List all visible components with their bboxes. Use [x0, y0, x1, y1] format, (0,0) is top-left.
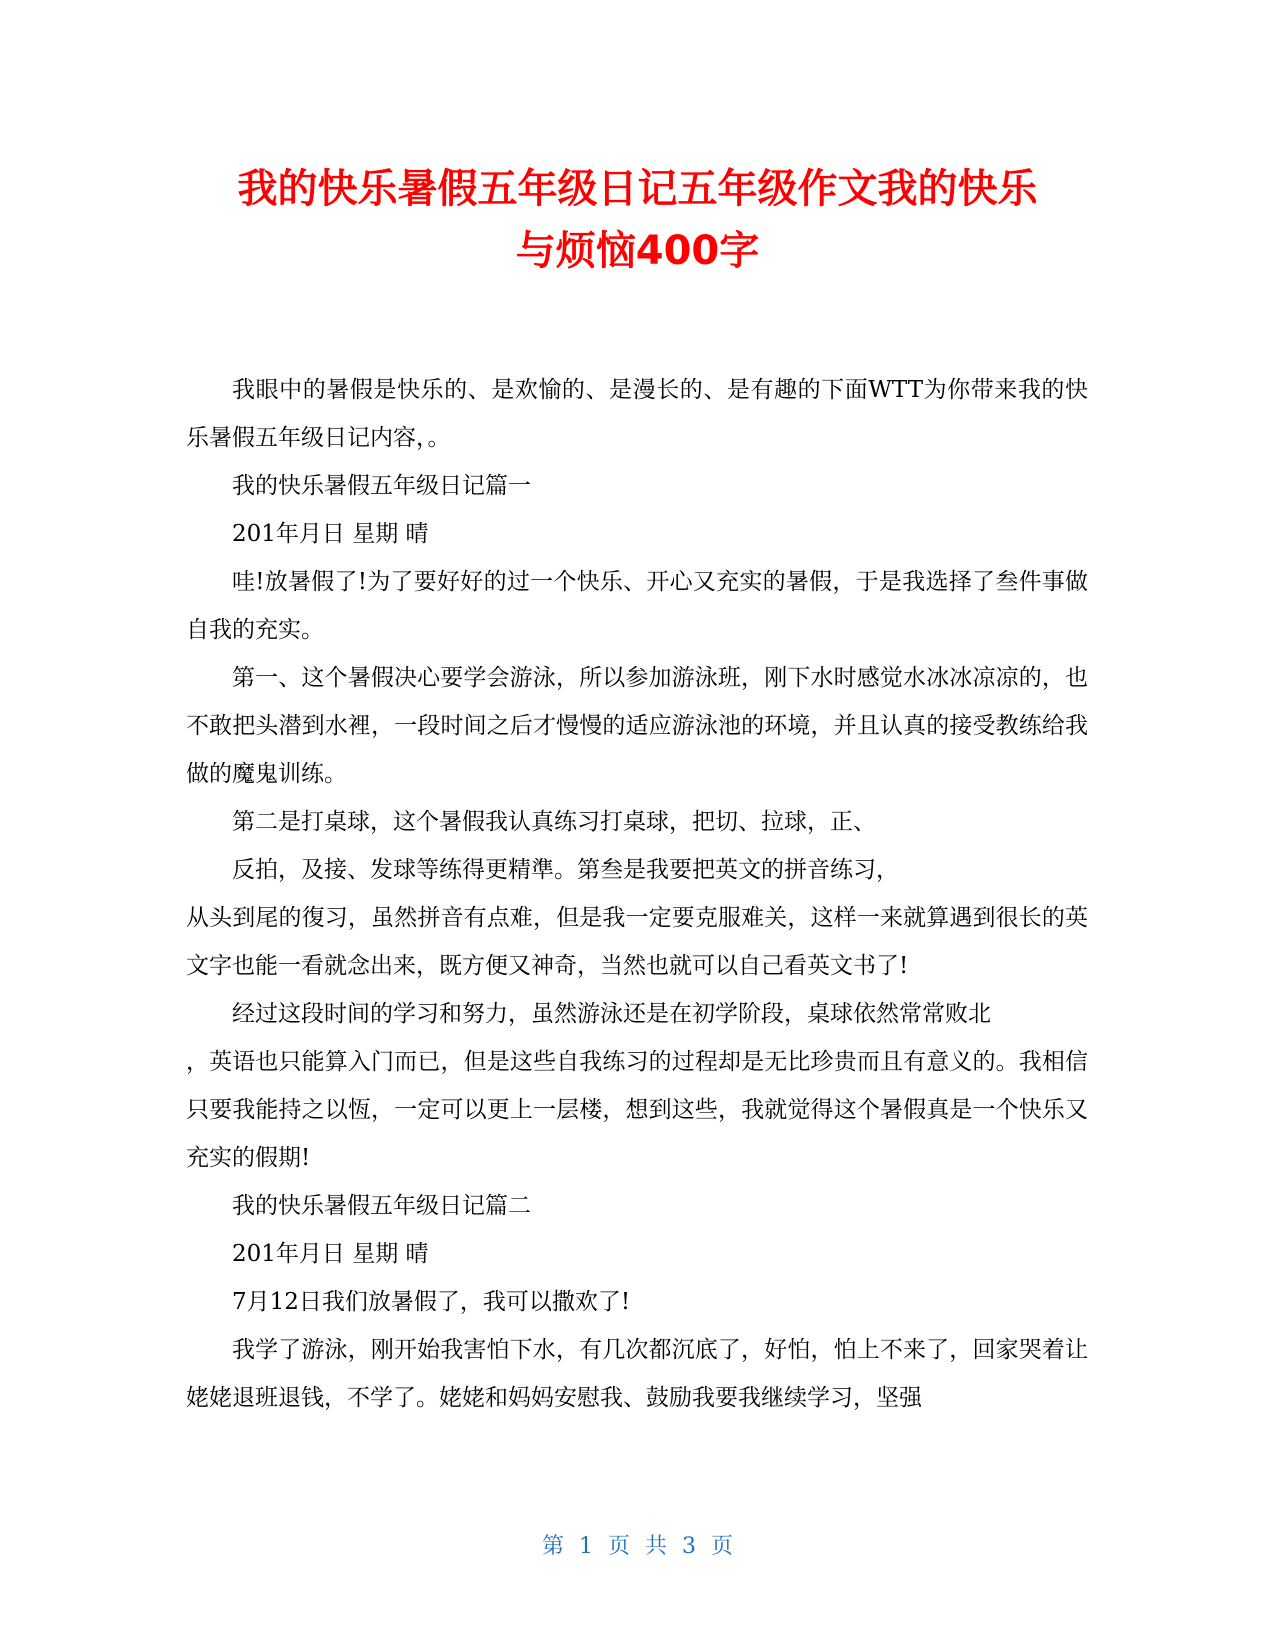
document-title — [160, 158, 1115, 282]
title-line-1: 我的快乐暑假五年级日记五年级作文我的快乐 — [237, 166, 1038, 212]
paragraph: 经过这段时间的学习和努力，虽然游泳还是在初学阶段，桌球依然常常败北 — [232, 1001, 991, 1027]
title-line-2: 与烦恼400字 — [515, 228, 760, 274]
paragraph-intro: 我眼中的暑假是快乐的、是欢愉的、是漫长的、是有趣的下面WTT为你带来我的快乐暑假五年级日记内容，。 — [186, 377, 1088, 451]
diary-date-line: 201年月日 星期 晴 — [232, 521, 429, 547]
paragraph: 反拍，及接、发球等练得更精準。第叁是我要把英文的拼音练习， — [232, 857, 899, 883]
paragraph: 哇!放暑假了!为了要好好的过一个快乐、开心又充实的暑假，于是我选择了叁件事做自我的充实。 — [186, 569, 1088, 643]
diary-date-line: 201年月日 星期 晴 — [232, 1241, 429, 1267]
section-heading: 我的快乐暑假五年级日记篇一 — [232, 473, 531, 499]
page-number-footer: 第 1 页 共 3 页 — [542, 1534, 733, 1559]
paragraph: ，英语也只能算入门而已，但是这些自我练习的过程却是无比珍贵而且有意义的。我相信只要我能持之以恆，一定可以更上一层楼，想到这些，我就觉得这个暑假真是一个快乐又充实的假期! — [186, 1049, 1088, 1171]
paragraph: 7月12日我们放暑假了，我可以撒欢了! — [232, 1289, 631, 1315]
paragraph: 从头到尾的復习，虽然拼音有点难，但是我一定要克服难关，这样一来就算遇到很长的英文字也能一看就念出来，既方便又神奇，当然也就可以自己看英文书了! — [186, 905, 1088, 979]
document-body — [186, 366, 1088, 1422]
section-heading: 我的快乐暑假五年级日记篇二 — [232, 1193, 531, 1219]
paragraph: 第一、这个暑假决心要学会游泳，所以参加游泳班，刚下水时感觉水冰冰凉凉的，也不敢把头潜到水裡，一段时间之后才慢慢的适应游泳池的环境，并且认真的接受教练给我做的魔鬼训练。 — [186, 665, 1088, 787]
paragraph: 第二是打桌球，这个暑假我认真练习打桌球，把切、拉球，正、 — [232, 809, 876, 835]
paragraph: 我学了游泳，刚开始我害怕下水，有几次都沉底了，好怕，怕上不来了，回家哭着让姥姥退班退钱，不学了。姥姥和妈妈安慰我、鼓励我要我继续学习，坚强 — [186, 1337, 1088, 1411]
